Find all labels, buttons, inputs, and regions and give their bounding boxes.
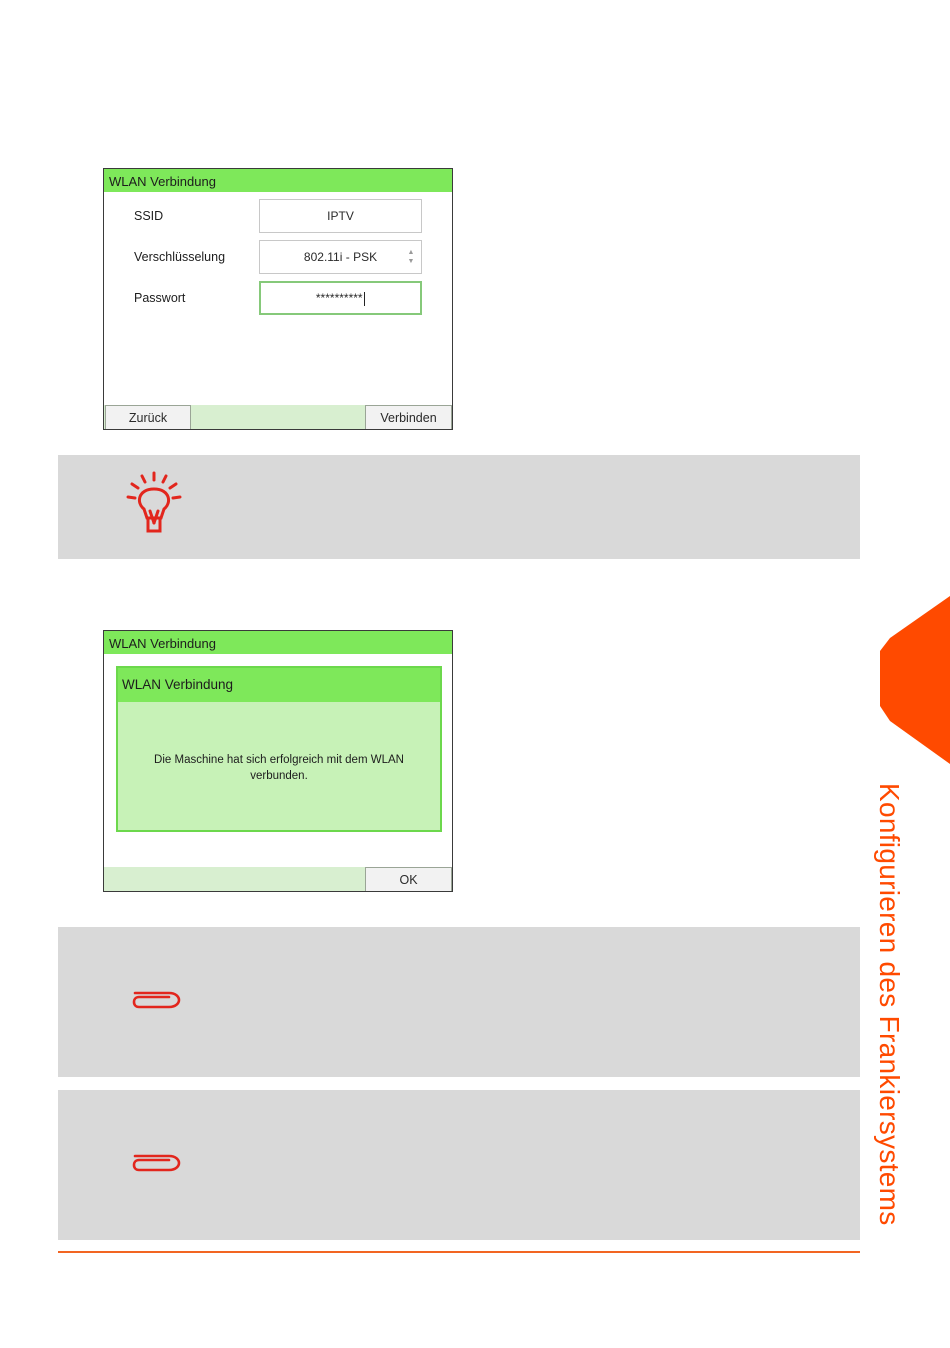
ssid-label: SSID [134, 209, 164, 223]
password-label: Passwort [134, 291, 186, 305]
tip-box [58, 455, 860, 559]
spinner-arrows-icon[interactable]: ▲ ▼ [407, 249, 415, 265]
encryption-select[interactable] [259, 240, 422, 274]
lightbulb-icon [124, 471, 184, 541]
dialog-title: WLAN Verbindung [118, 668, 440, 702]
dialog-message-line1: Die Maschine hat sich erfolgreich mit dem WLAN [154, 754, 404, 766]
note-box [58, 927, 860, 1077]
ok-button[interactable]: OK [365, 867, 452, 891]
encryption-label: Verschlüsselung [134, 250, 226, 264]
wlan-success-screen [103, 630, 453, 892]
password-field[interactable] [259, 281, 422, 315]
note-box [58, 1090, 860, 1240]
dialog-message [128, 752, 430, 784]
chapter-title: Konfigurieren des Frankiersystems [874, 783, 905, 1226]
dialog-message-line2: verbunden. [250, 770, 308, 782]
footer-rule [58, 1251, 860, 1253]
screen-title: WLAN Verbindung [104, 631, 452, 654]
paperclip-icon [131, 1152, 181, 1174]
back-button[interactable]: Zurück [105, 405, 191, 429]
ssid-field[interactable]: IPTV [259, 199, 422, 233]
success-dialog [116, 666, 442, 832]
paperclip-icon [131, 989, 181, 1011]
chapter-tab [880, 596, 950, 764]
encryption-value: 802.11i - PSK [303, 250, 378, 264]
connect-button[interactable]: Verbinden [365, 405, 452, 429]
screen-title: WLAN Verbindung [104, 169, 452, 192]
wlan-settings-screen [103, 168, 453, 430]
text-cursor [364, 292, 366, 306]
password-value: ********** [315, 291, 363, 305]
